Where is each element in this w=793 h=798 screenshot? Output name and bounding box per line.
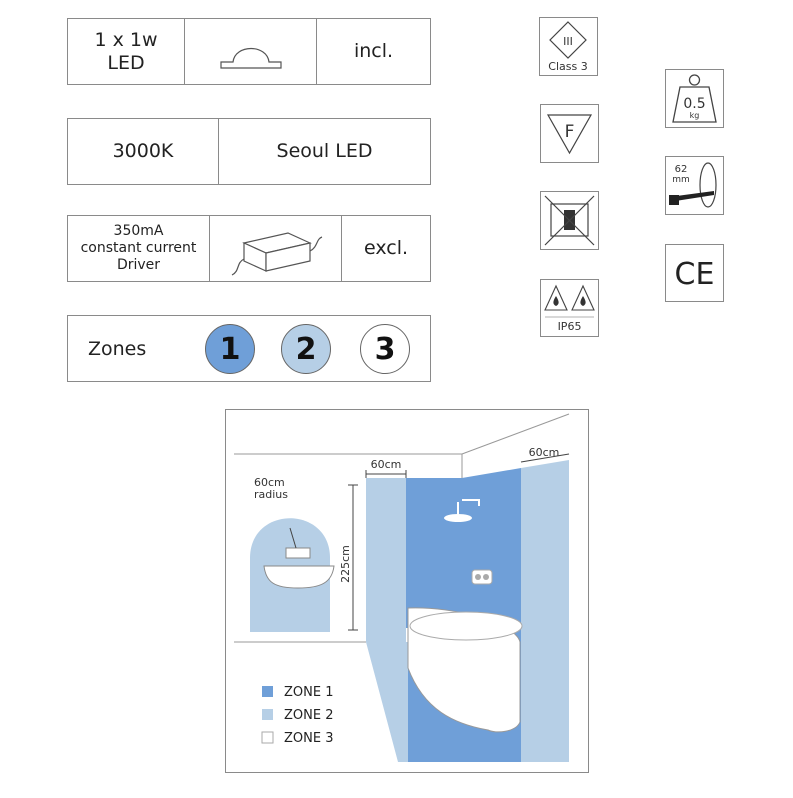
class3-symbol: III bbox=[563, 35, 573, 48]
zone-2-wall-right bbox=[521, 460, 569, 762]
cutout-saw-icon bbox=[666, 157, 723, 214]
led-status: incl. bbox=[353, 40, 394, 63]
zones-label: Zones bbox=[88, 338, 147, 360]
led-status-cell bbox=[316, 19, 430, 84]
legend-zone-1-swatch bbox=[262, 686, 273, 697]
water-drop-icon bbox=[580, 296, 585, 306]
ce-badge bbox=[665, 244, 724, 302]
zone-2-badge: 2 bbox=[281, 324, 331, 374]
led-power-cell bbox=[68, 19, 184, 84]
legend-zone-3-swatch bbox=[262, 732, 273, 743]
cutout-unit: mm bbox=[672, 175, 690, 185]
driver-text-cell bbox=[68, 216, 209, 281]
zone-1-badge: 1 bbox=[205, 324, 255, 374]
zone-3-badge: 3 bbox=[360, 324, 410, 374]
ip-label: IP65 bbox=[557, 320, 582, 333]
led-type: LED bbox=[107, 51, 145, 74]
zone-1-wall bbox=[406, 478, 462, 628]
zone-2-wall-left bbox=[366, 478, 406, 642]
weight-icon bbox=[666, 70, 723, 127]
water-drop-icon bbox=[553, 296, 558, 306]
no-insulation-icon bbox=[541, 192, 598, 249]
radius-label-1: 60cm bbox=[254, 476, 285, 489]
legend-zone-3: ZONE 3 bbox=[284, 731, 334, 746]
legend-zone-2-swatch bbox=[262, 709, 273, 720]
class3-badge bbox=[539, 17, 598, 76]
cutout-value: 62 bbox=[674, 164, 688, 175]
shower-head-icon bbox=[444, 514, 472, 522]
driver-line-2: constant current bbox=[80, 240, 197, 257]
color-temp-cell bbox=[68, 119, 218, 184]
legend-zone-1: ZONE 1 bbox=[284, 685, 334, 700]
driver-spec-row bbox=[67, 215, 431, 282]
color-temp: 3000K bbox=[112, 140, 174, 163]
weight-badge bbox=[665, 69, 724, 128]
driver-line-1: 350mA bbox=[113, 223, 164, 240]
width-label-1: 60cm bbox=[370, 458, 402, 471]
tap-icon bbox=[286, 548, 310, 558]
driver-status-cell bbox=[341, 216, 430, 281]
led-spec-row bbox=[67, 18, 431, 85]
led-count-power: 1 x 1w bbox=[94, 28, 158, 51]
driver-box-icon bbox=[226, 221, 326, 277]
width-label-2: 60cm bbox=[528, 446, 560, 459]
radius-label-2: radius bbox=[254, 488, 289, 501]
driver-line-3: Driver bbox=[116, 256, 161, 273]
class3-label: Class 3 bbox=[548, 60, 588, 73]
legend-zone-2: ZONE 2 bbox=[284, 708, 334, 723]
light-spec-row bbox=[67, 118, 431, 185]
ip65-badge bbox=[540, 279, 599, 337]
f-mark-symbol: F bbox=[564, 122, 575, 142]
led-brand: Seoul LED bbox=[276, 140, 373, 163]
cutout-badge bbox=[665, 156, 724, 215]
led-dome-icon bbox=[211, 32, 291, 72]
led-dome-cell bbox=[184, 19, 316, 84]
weight-unit: kg bbox=[689, 111, 700, 120]
zones-spec-row bbox=[67, 315, 431, 382]
f-mark-badge bbox=[540, 104, 599, 163]
brand-cell bbox=[218, 119, 430, 184]
zone-2-floor bbox=[366, 642, 408, 762]
ce-symbol: CE bbox=[674, 257, 715, 292]
driver-icon-cell bbox=[209, 216, 341, 281]
no-cover-badge bbox=[540, 191, 599, 250]
height-label: 225cm bbox=[339, 545, 352, 583]
driver-status: excl. bbox=[363, 237, 409, 260]
bathroom-zone-diagram bbox=[225, 409, 589, 773]
weight-value: 0.5 bbox=[683, 96, 706, 112]
